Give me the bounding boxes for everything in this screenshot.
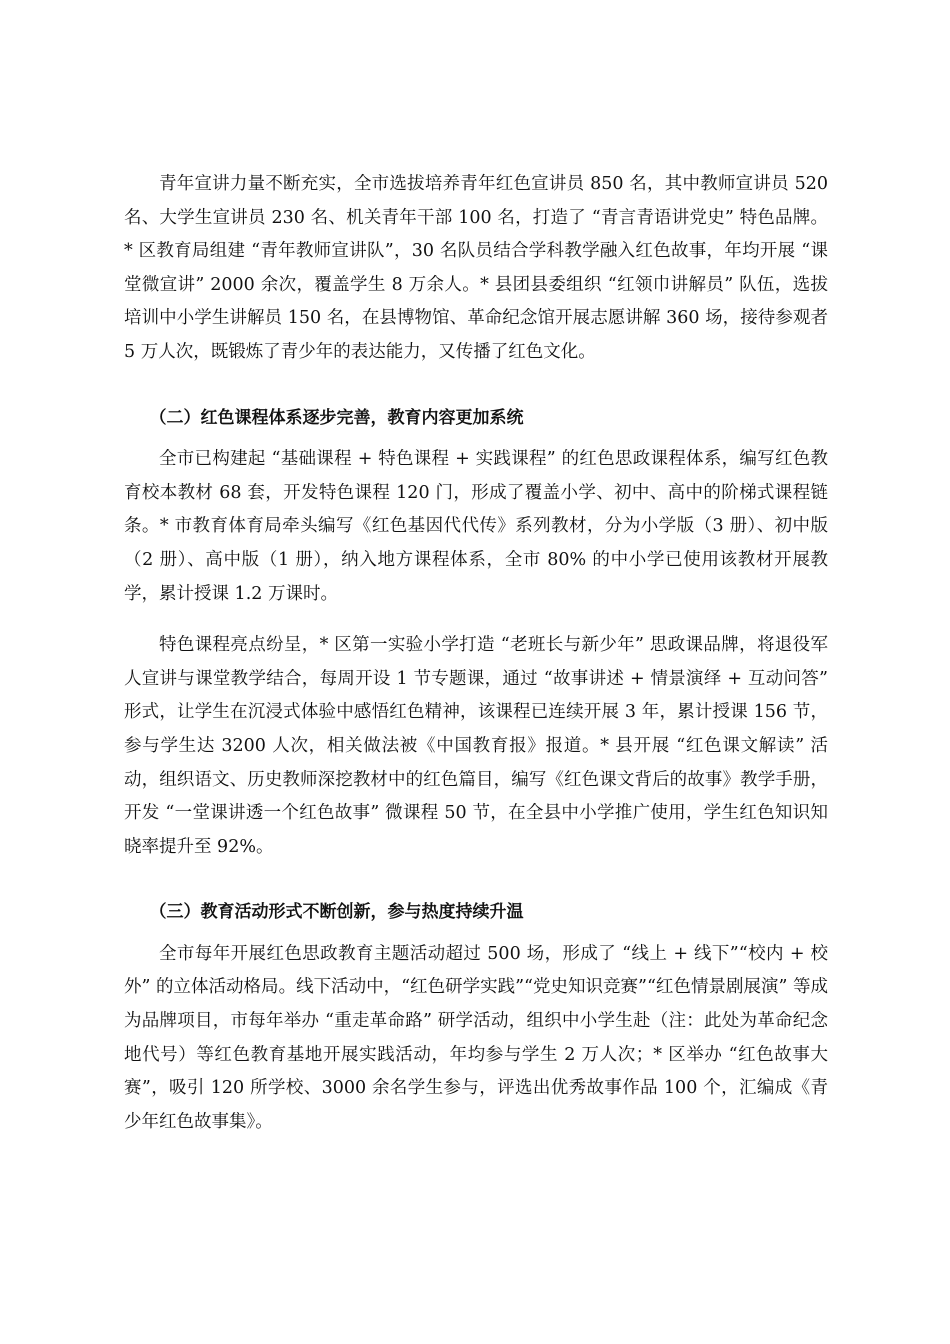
section-heading-2: （二）红色课程体系逐步完善，教育内容更加系统: [149, 407, 524, 428]
paragraph-activities: 全市每年开展红色思政教育主题活动超过 500 场，形成了 “线上 + 线下”“校内 + 校外” 的立体活动格局。线下活动中，“红色研学实践”“党史知识竞赛”“红色情景剧展演” 等成为品牌项目，市每年举办 “重走革命路” 研学活动，组织中小学生赴（注：此处为革命纪念地代号）等红色教育基地开展实践活动，年均参与学生 2 万人次；* 区举办 “红色故事大赛”，吸引 120 所学校、3000 余名学生参与，评选出优秀故事作品 100 个，汇编成《青少年红色故事集》。: [124, 943, 828, 1132]
paragraph-curriculum-system: 全市已构建起 “基础课程 + 特色课程 + 实践课程” 的红色思政课程体系，编写红色教育校本教材 68 套，开发特色课程 120 门，形成了覆盖小学、初中、高中的阶梯式课程链条。* 市教育体育局牵头编写《红色基因代代传》系列教材，分为小学版（3 册）、初中版（2 册）、高中版（1 册），纳入地方课程体系，全市 80% 的中小学已使用该教材开展教学，累计授课 1.2 万课时。: [124, 449, 828, 604]
paragraph-featured-courses: 特色课程亮点纷呈，* 区第一实验小学打造 “老班长与新少年” 思政课品牌，将退役军人宣讲与课堂教学结合，每周开设 1 节专题课，通过 “故事讲述 + 情景演绎 + 互动问答” 形式，让学生在沉浸式体验中感悟红色精神，该课程已连续开展 3 年，累计授课 156 节，参与学生达 3200 人次，相关做法被《中国教育报》报道。* 县开展 “红色课文解读” 活动，组织语文、历史教师深挖教材中的红色篇目，编写《红色课文背后的故事》教学手册，开发 “一堂课讲透一个红色故事” 微课程 50 节，在全县中小学推广使用，学生红色知识知晓率提升至 92%。: [124, 635, 828, 857]
document-body: [124, 168, 828, 1139]
section-heading-3: （三）教育活动形式不断创新，参与热度持续升温: [149, 902, 524, 923]
paragraph-youth-speakers: 青年宣讲力量不断充实，全市选拔培养青年红色宣讲员 850 名，其中教师宣讲员 520 名、大学生宣讲员 230 名、机关青年干部 100 名，打造了 “青言青语讲党史” 特色品牌。* 区教育局组建 “青年教师宣讲队”，30 名队员结合学科教学融入红色故事，年均开展 “课堂微宣讲” 2000 余次，覆盖学生 8 万余人。* 县团县委组织 “红领巾讲解员” 队伍，选拔培训中小学生讲解员 150 名，在县博物馆、革命纪念馆开展志愿讲解 360 场，接待参观者 5 万人次，既锻炼了青少年的表达能力，又传播了红色文化。: [124, 174, 828, 362]
